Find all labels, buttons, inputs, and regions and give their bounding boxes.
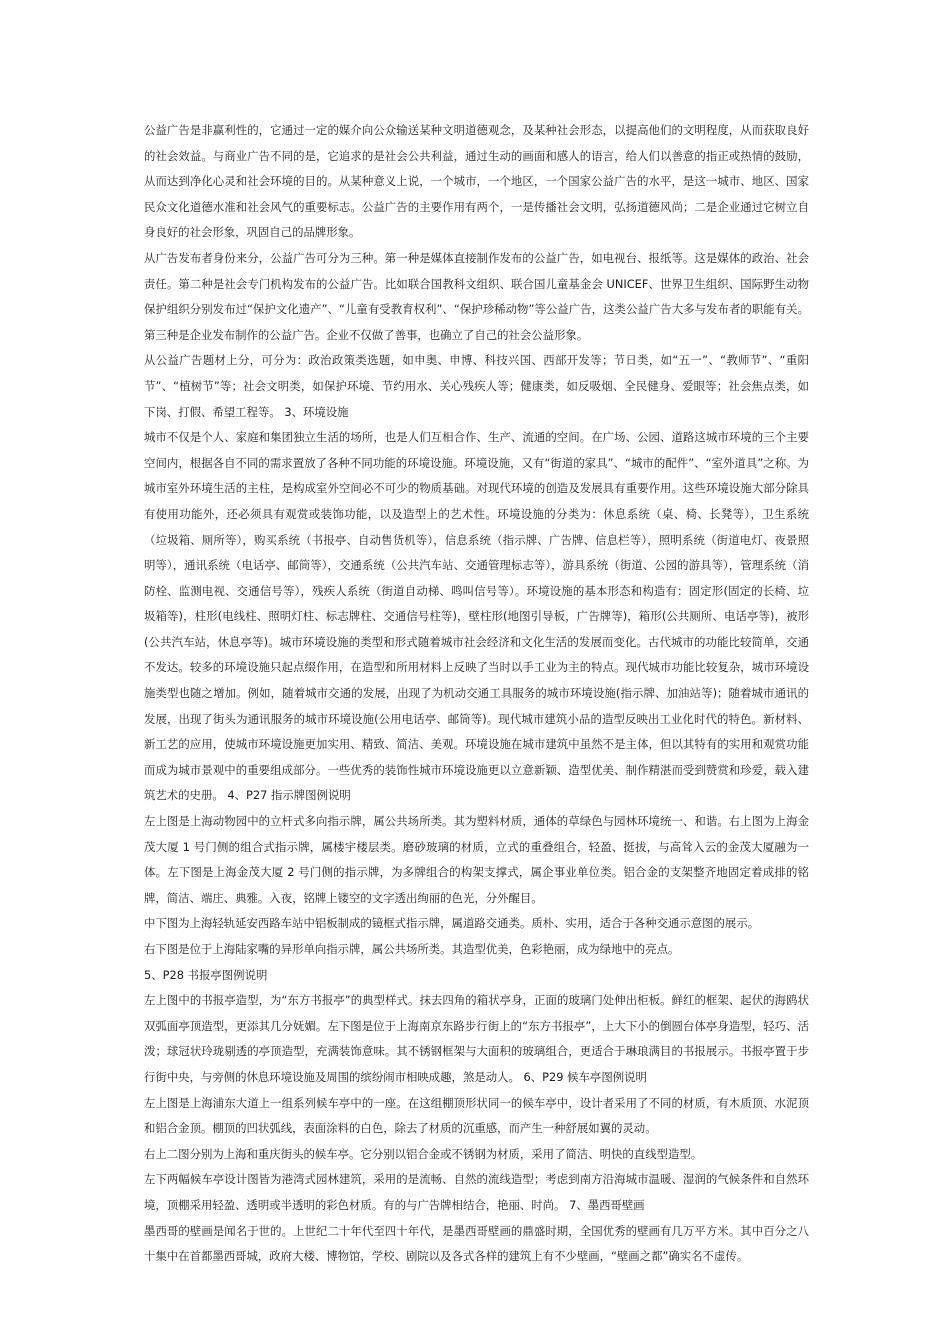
paragraph-public-ads-definition <box>144 118 809 246</box>
paragraph-text: 右上二图分别为上海和重庆街头的候车亭。它分别以铝合金或不锈钢为材质，采用了简洁、明快的直线型造型。 <box>144 1146 703 1161</box>
paragraph-bus-shelter-upper-left <box>144 1091 809 1142</box>
document-body <box>144 118 809 1270</box>
paragraph-text: 从广告发布者身份来分，公益广告可分为三种。第一种是媒体直接制作发布的公益广告，如电视台、报纸等。这是媒体的政治、社会责任。第二种是社会专门机构发布的公益广告。比如联合国教科文组织、联合国儿童基金会 UNICEF、世界卫生组织、国际野生动物保护组织分别发布过“保护文化遗产”、“儿童有受教育权利”、“保护珍稀动物”等公益广告，这类公益广告大多与发布者的职能有关。第三种是企业发布制作的公益广告。企业不仅做了善事，也确立了自己的社会公益形象。 <box>144 250 809 342</box>
section-heading-mexican-murals: 7、墨西哥壁画 <box>569 1197 645 1212</box>
paragraph-text: 公益广告是非赢利性的，它通过一定的媒介向公众输送某种文明道德观念，及某种社会形态，以提高他们的文明程度，从而获取良好的社会效益。与商业广告不同的是，它追求的是社会公共利益，通过生动的画面和感人的语言，给人们以善意的指正或热情的鼓励，从而达到净化心灵和社会环境的目的。从某种意义上说，一个城市，一个地区，一个国家公益广告的水平，是这一城市、地区、国家民众文化道德水准和社会风气的重要标志。公益广告的主要作用有两个，一是传播社会文明，弘扬道德风尚；二是企业通过它树立自身良好的社会形象，巩固自己的品牌形象。 <box>144 123 809 240</box>
section-heading-kiosk-examples: 5、P28 书报亭图例说明 <box>144 967 268 982</box>
paragraph-mexican-murals <box>144 1219 809 1270</box>
paragraph-ad-topics <box>144 348 809 425</box>
paragraph-signboard-middle <box>144 911 809 937</box>
paragraph-text: 左下两幅候车亭设计图皆为港湾式园林建筑，采用的是流畅、自然的流线造型；考虑到南方沿海城市温暖、湿润的气候条件和自然环境，顶棚采用轻盈、透明或半透明的彩色材质。有的与广告牌相结合，艳丽、时尚。 <box>144 1172 809 1212</box>
paragraph-text: 左上图是上海动物园中的立杆式多向指示牌，属公共场所类。其为塑料材质，通体的草绿色与园林环境统一、和谐。右上图为上海金茂大厦 1 号门侧的组合式指示牌，属楼宇楼层类。磨砂玻璃的材质，立式的重叠组合，轻盈、挺拔，与高耸入云的金茂大厦融为一体。左下图是上海金茂大厦 2 号门侧的指示牌，为多牌组合的构架支撑式，属企事业单位类。铝合金的支架整齐地固定着成排的铭牌，简洁、端庄、典雅。入夜，铭牌上镂空的文字透出绚丽的色光，分外醒目。 <box>144 814 809 905</box>
section-heading-bus-shelter-examples: 6、P29 候车亭图例说明 <box>523 1069 647 1084</box>
paragraph-kiosk <box>144 988 809 1090</box>
paragraph-bus-shelter-upper-right <box>144 1142 809 1168</box>
paragraph-text: 墨西哥的壁画是闻名于世的。上世纪二十年代至四十年代，是墨西哥壁画的鼎盛时期，全国优秀的壁画有几万平方米。其中百分之八十集中在首都墨西哥城，政府大楼、博物馆，学校、剧院以及各式各样的建筑上有不少壁画，“壁画之都”确实名不虚传。 <box>144 1223 809 1264</box>
paragraph-environment-facilities <box>144 425 809 809</box>
paragraph-bus-shelter-lower <box>144 1167 809 1218</box>
section-heading-signboard-examples: 4、P27 指示牌图例说明 <box>227 788 351 803</box>
paragraph-signboard-upper <box>144 809 809 911</box>
paragraph-text: 左上图中的书报亭造型，为“东方书报亭”的典型样式。抹去四角的箱状亭身，正面的玻璃门处伸出柜板。鲜红的框架、起伏的海鸥状双弧面亭顶造型，更添其几分妩媚。左下图是位于上海南京东路步行街上的“东方书报亭”，上大下小的倒圆台体亭身造型，轻巧、活泼；球冠状玲珑剔透的亭顶造型，充满装饰意味。其不锈钢框架与大面积的玻璃组合，更适合于琳琅满目的书报展示。书报亭置于步行街中央，与旁侧的休息环境设施及周围的缤纷闹市相映成趣，煞是动人。 <box>144 993 809 1084</box>
paragraph-signboard-right <box>144 937 809 963</box>
paragraph-ad-publishers <box>144 246 809 348</box>
paragraph-text: 右下图是位于上海陆家嘴的异形单向指示牌，属公共场所类。其造型优美，色彩艳丽，成为绿地中的亮点。 <box>144 942 680 956</box>
paragraph-text: 中下图为上海轻轨延安西路车站中铝板制成的镜框式指示牌，属道路交通类。质朴、实用，适合于各种交通示意图的展示。 <box>144 916 760 931</box>
paragraph-text: 从公益广告题材上分，可分为：政治政策类选题，如申奥、申博、科技兴国、西部开发等；节日类，如“五一”、“教师节”、“重阳节”、“植树节”等；社会文明类，如保护环境、节约用水、关心残疾人等；健康类，如反吸烟、全民健身、爱眼等；社会焦点类，如下岗、打假、希望工程等。 <box>144 353 809 419</box>
paragraph-text: 左上图是上海浦东大道上一组系列候车亭中的一座。在这组棚顶形状同一的候车亭中，设计者采用了不同的材质，有木质顶、水泥顶和铝合金顶。棚顶的凹状弧线，表面涂料的白色，除去了材质的沉重感，而产生一种舒展如翼的灵动。 <box>144 1095 809 1136</box>
paragraph-kiosk-heading <box>144 963 809 989</box>
paragraph-text: 城市不仅是个人、家庭和集团独立生活的场所，也是人们互相合作、生产、流通的空间。在广场、公园、道路这城市环境的三个主要空间内，根据各自不同的需求置放了各种不同功能的环境设施。环境设施，又有“街道的家具”、“城市的配件”、“室外道具”之称。为城市室外环境生活的主柱，是构成室外空间必不可少的物质基础。对现代环境的创造及发展具有重要作用。这些环境设施大部分除具有使用功能外，还必须具有观赏或装饰功能，以及造型上的艺术性。环境设施的分类为：休息系统（桌、椅、长凳等），卫生系统（垃圾箱、厕所等），购买系统（书报亭、自动售货机等），信息系统（指示牌、广告牌、信息栏等），照明系统（街道电灯、夜景照明等），通讯系统（电话亭、邮筒等），交通系统（公共汽车站、交通管理标志等），游具系统（街道、公园的游具等），管理系统（消防栓、监测电视、交通信号等），残疾人系统（街道自动梯、鸣叫信号等）。环境设施的基本形态和构造有：固定形(固定的长椅、垃圾箱等)，柱形(电线柱、照明灯柱、标志牌柱、交通信号柱等)，壁柱形(地图引导板，广告牌等)，箱形(公共厕所、电话亭等)，被形(公共汽车站，休息亭等)。城市环境设施的类型和形式随着城市社会经济和文化生活的发展而变化。古代城市的功能比较简单，交通不发达。较多的环境设施只起点缀作用，在造型和所用材料上反映了当时以手工业为主的特点。现代城市功能比较复杂，城市环境设施类型也随之增加。例如，随着城市交通的发展，出现了为机动交通工具服务的城市环境设施(指示牌、加油站等)；随着城市通讯的发展，出现了街头为通讯服务的城市环境设施(公用电话亭、邮筒等)。现代城市建筑小品的造型反映出工业化时代的特色。新材料、新工艺的应用，使城市环境设施更加实用、精致、简洁、美观。环境设施在城市建筑中虽然不是主体，但以其特有的实用和观赏功能而成为城市景观中的重要组成部分。一些优秀的装饰性城市环境设施更以立意新颖、造型优美、制作精湛而受到赞赏和珍爱，载入建筑艺术的史册。 <box>144 430 809 803</box>
section-heading-environment-facilities: 3、环境设施 <box>284 404 349 419</box>
